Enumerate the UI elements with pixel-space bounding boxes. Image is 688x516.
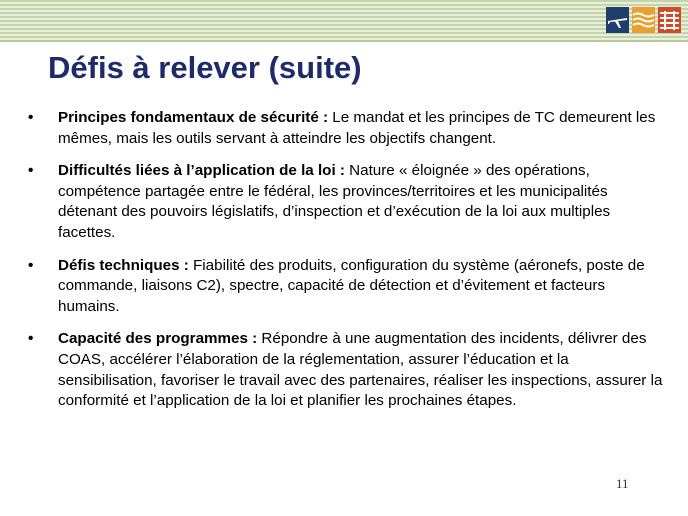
bullet-item (28, 161, 668, 243)
bullet-text: Fiabilité des produits, configuration du système (aéronefs, poste de commande, liaisons C2), spectre, capacité de détection et d’évitement et facteurs humains. (58, 256, 645, 315)
bullet-lead: Difficultés liées à l’application de la loi : (58, 162, 345, 180)
header-band (0, 0, 688, 40)
logo (606, 7, 682, 33)
bullet-lead: Capacité des programmes : (58, 330, 258, 348)
bullet-text: Le mandat et les principes de TC demeurent les mêmes, mais les outils servant à atteindre les objectifs changent. (58, 109, 656, 147)
bullet-marker: • (28, 256, 34, 274)
bullet-item (28, 329, 668, 411)
bullet-text: Répondre à une augmentation des incidents, délivrer des COAS, accélérer l’élaboration de la réglementation, assurer l’éducation et la sensibilisation, favoriser le travail avec des partenaires, réaliser les inspections, assurer la conformité et l’application de la loi et planifier les prochaines étapes. (58, 330, 663, 410)
wave-icon (632, 7, 655, 33)
rail-icon (658, 7, 681, 33)
bullet-list (28, 108, 668, 424)
bullet-item (28, 256, 668, 318)
bullet-marker: • (28, 330, 34, 348)
bullet-lead: Principes fondamentaux de sécurité : (58, 109, 329, 126)
bullet-marker: • (28, 162, 34, 180)
slide-title: Défis à relever (suite) (48, 50, 362, 85)
bullet-lead: Défis techniques : (58, 256, 189, 274)
bullet-marker: • (28, 109, 34, 126)
bullet-text: Nature « éloignée » des opérations, compétence partagée entre le fédéral, les provinces/territoires et les municipalités détenant des pouvoirs législatifs, d’inspection et d’exécution de la loi aux multiples facettes. (58, 162, 611, 241)
bullet-item (28, 108, 668, 149)
airplane-icon (606, 7, 629, 33)
header-divider (0, 40, 688, 42)
page-number: 11 (616, 476, 629, 491)
